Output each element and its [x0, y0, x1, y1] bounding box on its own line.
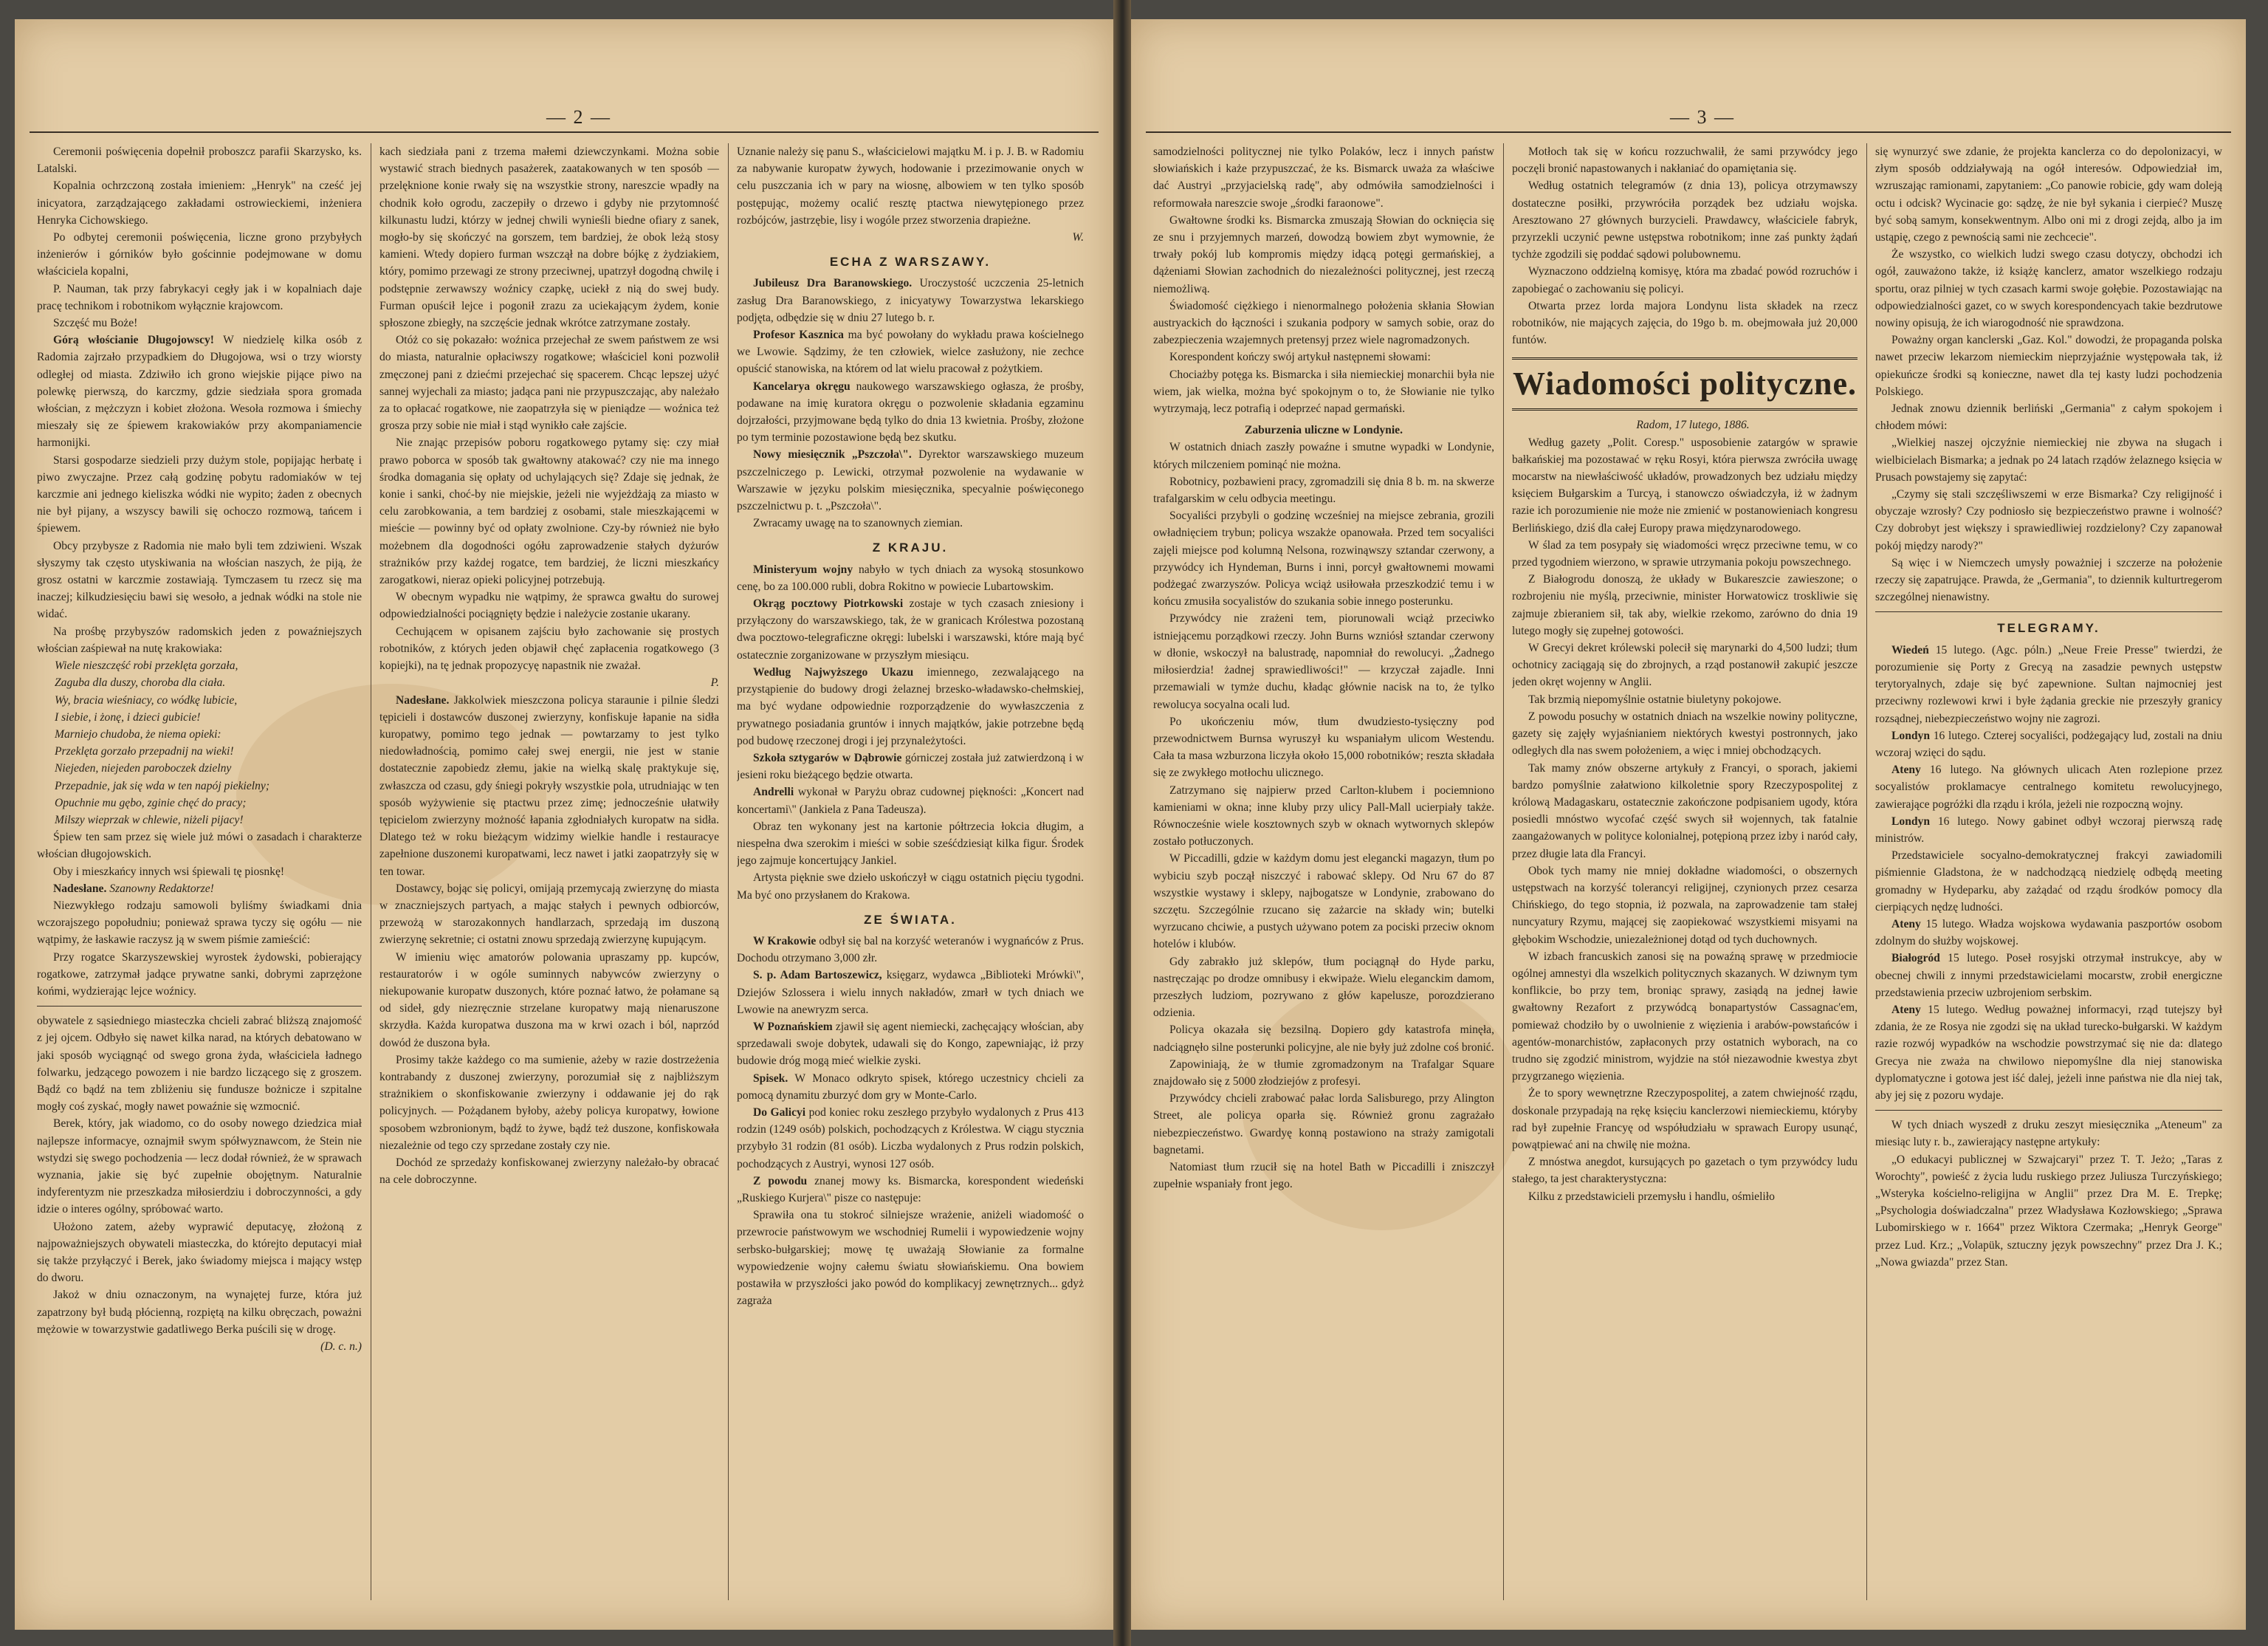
- signature: P.: [710, 676, 719, 690]
- paragraph: Prosimy także każdego co ma sumienie, ażeby w razie dostrzeżenia kontrabandy z duszonej zwierzyny, porozumiał się z najbliższym strażnikiem o skonfiskowanie zwierzyny i oddawanie jej do rąk policyjnych. — Pożądanem byłoby, ażeby policya kuropatwy, łowione sposobem wzbronionym, bądź to żywe, bądź też duszone, konfiskowała niezależnie od tego czy sprzedane zostały czy nie.: [379, 1053, 719, 1152]
- paragraph: Natomiast tłum rzucił się na hotel Bath w Piccadilli i zniszczył zupełnie wspaniały front jego.: [1153, 1160, 1494, 1191]
- paragraph: Uznanie należy się panu S., właścicielowi majątku M. i p. J. B. w Radomiu za nabywanie kuropatw żywych, hodowanie i przezimowanie onych w celu puszczania ich w pary na wiosnę, albowiem w ten tylko sposób postępując, możemy ocalić resztę ptactwa niewytępionego przez rozbójców, jastrzębie, lisy i wogóle przez stworzenia drapieżne.: [737, 145, 1084, 227]
- paragraph: Starsi gospodarze siedzieli przy dużym stole, popijając herbatę i piwo zwyczajne. Przez całą godzinę pobytu radomiaków w tej karczmie ani jednego kieliszka wódki nie wypito; żaden z obecnych nie był pijany, a wszyscy bawili się ochoczo rozmową, tańcem i śpiewem.: [37, 453, 362, 535]
- paragraph: Oby i mieszkańcy innych wsi śpiewali tę piosnkę!: [53, 865, 285, 878]
- paragraph: Wyznaczono oddzielną komisyę, która ma zbadać powód rozruchów i zapobiegać o zachowaniu się policyi.: [1512, 265, 1858, 295]
- left-col-3: [737, 143, 1084, 1600]
- paragraph: Obok tych mamy nie mniej dokładne wiadomości, o obszernych ustępstwach na korzyść tolerancyi religijnej, czynionych przez cesarza Chińskiego, do tego stopnia, iż pozwala, na zaprowadzenie tam stałej nuncyatury Rzymu, mającej się zaopiekować wszystkiemi misyami na głębokim Wschodzie, uniezależnionej dotąd od tych duchownych.: [1512, 864, 1858, 946]
- letter-lead: Nadesłane.: [53, 882, 107, 895]
- telegram-text: 15 lutego. (Agc. póln.) „Neue Freie Presse" twierdzi, że porozumienie się Porty z Grecyą na zasadzie pewnych ustępstw terytoryalnych, zdaje się być zapewnione. Sultan najmocniej jest przeciwny rozlewowi krwi i byłe żądania greckie nie przeszyły granicy rozsądnej, niebezpieczeństwo wojny nie zagrozi.: [1875, 643, 2222, 725]
- article: Ministeryum wojny nabyło w tych dniach za wysoką stosunkowo cenę, bo za 100.000 rubli, dobra Rokitno w powiecie Lubartowskim.: [737, 563, 1084, 593]
- right-col-2: [1512, 143, 1858, 1600]
- telegram-city: Ateny: [1891, 764, 1921, 777]
- paragraph: „O edukacyi publicznej w Szwajcaryi" przez T. T. Jeżo; „Taras z Worochty", powieść z życia ludu ruskiego przez Juliusza Turczyńskiego; „Wsteryka kościelno-religijna w Anglii" przez Dra M. E. Trepkę; „Psychologia doświadczalna" przez Władysława Kozłowskiego; „Sprawa Lubomirskiego w r. 1664" przez Wiktora Czermaka; „Henryk George" przez Lud. Krz.; „Volapük, sztuczny język powszechny" przez Dra J. K.; „Nowa gwiazda" przez Stan.: [1875, 1153, 2222, 1269]
- article: Do Galicyi pod koniec roku zeszłego przybyło wydalonych z Prus 413 rodzin (1249 osób) polskich, pochodzących z Królestwa. W ciągu stycznia przybyło 31 rodzin (81 osób). Liczba wydalonych z Prus rodzin polskich, pochodzących z Austryi, wynosi 127 osób.: [737, 1105, 1084, 1170]
- paragraph: Gwałtowne środki ks. Bismarcka zmuszają Słowian do ocknięcia się ze snu i przyjemnych marzeń, dowodzą bowiem zbyt wymownie, że trwały pokój lub kompromis między idącą potęgi germańskiej, a dążeniami Słowian zachodnich do niezależności politycznej, jest rzeczą niemożliwą.: [1153, 213, 1494, 295]
- article: Nowy miesięcznik „Pszczoła\". Dyrektor warszawskiego muzeum pszczelniczego p. Lewicki, otrzymał pozwolenie na wydawanie w Warszawie w języku polskim miesięcznika, specyalnie poświęconego pszczelnictwu p. t. „Pszczoła\".: [737, 448, 1084, 513]
- paragraph: W obecnym wypadku nie wątpimy, że sprawca gwałtu do surowej odpowiedzialności pociągnięty będzie i należycie zostanie ukarany.: [379, 591, 719, 621]
- paragraph: P. Nauman, tak przy fabrykacyi cegły jak i w kopalniach daje pracę technikom i robotnikom wyłącznie krajowcom.: [37, 282, 362, 312]
- page-number: — 2 —: [546, 106, 611, 128]
- verse-line: Niejeden, niejeden paroboczek dzielny: [55, 762, 232, 775]
- telegram: [1875, 847, 2222, 916]
- paragraph: Dochód ze sprzedaży konfiskowanej zwierzyny należało-by obracać na cele dobroczynne.: [379, 1156, 719, 1187]
- telegram: [1875, 727, 2222, 761]
- column-rule: [728, 143, 729, 1600]
- article-text: W niedzielę kilka osób z Radomia zajrzało przypadkiem do Długojowa, wsi o trzy wiorsty odległej od miasta. Zdziwiło ich grono wiejskie pijące piwo na polewkę pierwszą, do karczmy, gdzie siedziała spora gromada włościan, z mężczyzn i kobiet złożona. Wesoła rozmowa i śmiechy mieszały się ze śpiewem krakowiaków przy akompaniamencie harmonijki.: [37, 334, 362, 450]
- telegram-city: Wiedeń: [1891, 643, 1929, 656]
- telegram: [1875, 813, 2222, 847]
- paragraph: „Czymy się stali szczęśliwszemi w erze Bismarka? Czy religijność i obyczaje wzrosły? Czy podniosło się bezpieczeństwo prawne i wolność? Czy dobrobyt jest większy i sprawiedliwiej rozdzielony? Czy zapanował pokój między narody?": [1875, 488, 2222, 552]
- paragraph: Z Białogrodu donoszą, że układy w Bukareszcie zawieszone; o rozbrojeniu nie myślą, przeciwnie, minister Horwatowicz troskliwie się zajmuje zbieraniem sił, tak aby, wielkie rzekomo, zarówno do dnia 19 lutego mogły się zupełnej gotowości.: [1512, 573, 1858, 637]
- telegram-text: 16 lutego. Na głównych ulicach Aten rozlepione przez socyalistów proklamacye centralnego komitetu rewolucyjnego, zawierające pogróżki dla rządu i króla, jeżeli nie rozpoczną wojny.: [1875, 764, 2222, 811]
- paragraph: Śpiew ten sam przez się wiele już mówi o zasadach i charakterze włościan długojowskich.: [37, 831, 362, 861]
- article: Z powodu znanej mowy ks. Bismarcka, korespondent wiedeński „Ruskiego Kurjera\" pisze co następuje:: [737, 1174, 1084, 1204]
- verse-line: Marniejo chudoba, że niema opieki:: [55, 727, 221, 741]
- verse-line: Wy, bracia wieśniacy, co wódkę lubicie,: [55, 693, 238, 707]
- article-text: Jakkolwiek mieszczona policya staraunie i pilnie śledzi tępicieli i dostawców duszonej zwierzyny, konfiskuje łapanie na sidła kuropatwy, pomimo tego jednak — powtarzamy to jest tylko niedowładnością, pomimo całej swej energii, nie jest w stanie dostatecznie zapobiedz złemu, jakie na wielką skalę praktykuje się, zwłaszcza od czasu, gdy śniegi pokryły wszystkie pola, utrudniając w ten sposób wyżywienie się ptactwu przez zimę; jednocześnie ułatwiły tępicielom zwierzyny możność łapania zgłodniałych kuropatw na sidła. Dlatego też w roku bieżącym widzimy wielkie handle i restauracye zapełnione duszonemi kuropatwami, lecz nawet i jatki zaopatrzyły się w ten towar.: [379, 693, 719, 878]
- paragraph: Chociażby potęga ks. Bismarcka i siła niemieckiej monarchii była nie wiem, jak wielka, można być spokojnym o to, że Słowianie nie tylko wytrzymają, lecz potrafią i odeprzeć napad germański.: [1153, 368, 1494, 416]
- paragraph: Przywódcy chcieli zrabować pałac lorda Salisburego, przy Alington Street, ale policya oparła się. Również gronu zagrażało niebezpieczeństwo. Gwardyę konną postawiono na straży zamigotali bagnetami.: [1153, 1092, 1494, 1156]
- paragraph: Z mnóstwa anegdot, kursujących po gazetach o tym przywódcy ludu stałego, ta jest charakterystyczna:: [1512, 1156, 1858, 1186]
- paragraph: W izbach francuskich zanosi się na powaźną sprawę w przedmiocie ogólnej amnestyi dla wszelkich politycznych skazanych. W dziwnym tym konflikcie, bo przy tem, broniąc sprawy, zasiądą na jednej ławie gwałtowny Rezafort z przywódcą bonapartystów Cassagnac'em, pomieważ chodziło by o uwolnienie z więzienia i arabów-powstańców i agentów-monarchistów, zapłaconych przy ostatnich wyborach, na co trudno się zgodzić ministrom, wyjdzie na stół niezawodnie kwestya zbyt przygrzanego więzienia.: [1512, 950, 1858, 1083]
- right-page: [1131, 19, 2246, 1630]
- paragraph: Niezwykłego rodzaju samowoli byliśmy świadkami dnia wczorajszego popołudniu; ponieważ sprawa tyczy się ogółu — nie wątpimy, że łaskawie raczysz ją w swem piśmie zamieścić:: [37, 899, 362, 947]
- telegram-text: 15 lutego. Według poważnej informacyi, rząd tutejszy był zdania, że ze Rosya nie zgodzi się na układ turecko-bułgarski. W każdym razie rozwój wypadków na wschodzie powstrzymać się nie da: dlatego Grecya nie zważa na chwilowo niepomyślne dla niej stanowiska dyplomatyczne i gotowa jest iść dalej, jeżeli inne państwa nie dla niej tak, aby jej się z pozoru wydaje.: [1875, 1003, 2222, 1102]
- paragraph: Szczęść mu Boże!: [53, 317, 138, 330]
- article: W Poznańskiem zjawił się agent niemiecki, zachęcający włościan, aby sprzedawali swoje dobytek, udawali się do Kongo, zapewniając, iż przy budowie dróg mogą mieć wielkie zyski.: [737, 1020, 1084, 1068]
- paragraph: Artysta pięknie swe dzieło uskończył w ciągu ostatnich pięciu tygodni. Ma być ono przysłanem do Krakowa.: [737, 871, 1084, 902]
- paragraph: Nie znając przepisów poboru rogatkowego pytamy się: czy miał prawo poborca w sposób tak gwałtowny atakować? czy nie ma innego środka domagania się opłaty od uchylających się? Zdaje się jednak, że konie i sanki, choć-by nie miejskie, jeżeli nie wyjeżdżają za miasto w celu zarobkowania, a tem bardziej z osobami, stale mieszkającemi w mieście — powinny być od opłaty zwolnione. Czy-by również nie było możebnem dla dogodności ogółu zaprowadzenie stałych dyżurów strażników przy każdej rogatce, tem bardziej, że liczni mieszkańcy zarogatkowi, nieraz opieki policyjnej potrzebują.: [379, 436, 719, 587]
- paragraph: W Grecyi dekret królewski polecił się marynarki do 4,500 ludzi; tłum ochotnicy zaciągają się do zbrojnych, a rząd postanowił zakupić jeszcze jeden okręt wojenny w Anglii.: [1512, 642, 1858, 689]
- dateline: Radom, 17 lutego, 1886.: [1636, 419, 1750, 432]
- telegram-text: 15 lutego. Poseł rosyjski otrzymał instrukcye, aby w obecnej chwili z innymi przedstawicielami mocarstw, zrobił energiczne przedstawienia przeciw uzbrojeniom serbskim.: [1875, 952, 2222, 999]
- paragraph: Z powodu posuchy w ostatnich dniach na wszelkie nowiny polityczne, gazety się zajęły wyjaśnianiem niektórych kwestyi postronnych, jako odległych dla nas swem położeniem, a więc i mniej obchodzących.: [1512, 710, 1858, 758]
- telegram-text: 16 lutego. Czterej socyaliści, podżegający lud, zostali na dniu wczoraj wzięci do sądu.: [1875, 729, 2222, 759]
- paragraph: Zwracamy uwagę na to szanownych ziemian.: [753, 517, 963, 530]
- article: Kancelarya okręgu naukowego warszawskiego ogłasza, że prośby, podawane na imię kuratora okręgu o pozwolenie składania egzaminu dojrzałości, przyjmowane będą tylko do dnia 13 kwietnia. Prośby, złożone po tym terminie pozostawione będą bez skutku.: [737, 380, 1084, 445]
- section-title: Z KRAJU.: [872, 541, 949, 555]
- section-divider: [1875, 1110, 2222, 1111]
- article-lead: Nadesłane.: [396, 693, 450, 707]
- paragraph: Cechującem w opisanem zajściu było zachowanie się prostych robotników, z których jeden objawił chęć zapłacenia rogatkowego (3 kopiejki), na tę jednak propozycyę napastnik nie zważał.: [379, 625, 719, 673]
- paragraph: W Piccadilli, gdzie w każdym domu jest elegancki magazyn, tłum po wybiciu szyb począł niszczyć i rabować sklepy. Od Nru 67 do 87 wszystkie wystawy i sklepy, najbogatsze w Londynie, zrabowano do szczętu. Szczególnie rzucano się zażarcie na składy win; butelki wyrzucano chciwie, a pustych używano potem za pociski przeciw oknom hotelów i klubów.: [1153, 852, 1494, 951]
- paragraph: Sprawiła ona tu stokroć silniejsze wrażenie, aniżeli wiadomość o przewrocie państwowym we wschodniej Rumelii i wypowiedzenie wojny serbsko-bułgarskiej; mowę tę uważają Słowianie za formalne wypowiedzenie wojny całemu światu słowiańskiemu. Ona bowiem postawiła w przyszłości jako powód do komplikacyj zewnętrznych... gdyż zagraża: [737, 1209, 1084, 1308]
- article-lead: Zaburzenia uliczne w Londynie.: [1244, 424, 1403, 437]
- section-divider: [1875, 611, 2222, 612]
- paragraph: Świadomość ciężkiego i nienormalnego położenia skłania Słowian austryackich do łączności i szukania podpory w samych sobie, oraz do zabezpieczenia wzajemnych pretensyj przez wiele nagromadzonych.: [1153, 299, 1494, 347]
- article: Szkoła sztygarów w Dąbrowie górniczej została już zatwierdzoną i w jesieni roku bieżącego będzie otwarta.: [737, 751, 1084, 782]
- paragraph: Że to spory wewnętrzne Rzeczypospolitej, a zatem chwiejność rządu, doskonale przypadają na rękę księciu kanclerzowi niemieckiemu, któryby rad był zupełnie Francyę od współudziału w sprawach Europy usunąć, powątpiewać ani na chwilę nie można.: [1512, 1087, 1858, 1151]
- paragraph: Ułożono zatem, ażeby wyprawić deputacyę, złożoną z najpoważniejszych obywateli miasteczka, do którejto deputacyi miał się także przyłączyć i Berek, jako świadomy miejsca i mający wstęp do dworu.: [37, 1220, 362, 1285]
- paragraph: Według gazety „Polit. Coresp." usposobienie zatargów w sprawie bałkańskiej ma pozostawać w ręku Rosyi, która pierwsza zwróciła uwagę mocarstw na niewłaściwość układów, prowadzonych bez udziału między księciem Bułgarskim a Turcyą, i stanowczo oświadczyła, iż w żadnym razie ich porozumienie nie może nie zmienić w postanowieniach kongresu Berlińskiego, dziś dla całej Europy prawa międzynarodowego.: [1512, 436, 1858, 535]
- header-rule: [1146, 131, 2231, 133]
- paragraph: Na prośbę przybyszów radomskich jeden z powaźniejszych włościan zaśpiewał na nutę krakowiaka:: [37, 625, 362, 655]
- section-title: ZE ŚWIATA.: [864, 912, 957, 927]
- column-rule: [1866, 143, 1867, 1600]
- paragraph: Dostawcy, bojąc się policyi, omijają przemycają zwierzynę do miasta w znaczniejszych partyach, a mając stałych i pewnych odbiorców, przewożą w starozakonnych handlarzach, sprzedają im duszoną zwierzynę sekretnie; ci ostatni znowu sprzedają zwierzynę kupującym.: [379, 882, 719, 947]
- paragraph: W imieniu więc amatorów polowania upraszamy pp. kupców, restauratorów i w ogóle suminnych nabywców zwierzyny o niekupowanie kuropatw duszonych, które poznać łatwo, że połamane są od sideł, gdy niezręcznie strzelane kuropatwy mają nienaruszone skrzydła. Każda kuropatwa duszona ma w krwi ozach i ból, naprzód dowód że duszona była.: [379, 950, 719, 1049]
- right-col-3: [1875, 143, 2222, 1600]
- paragraph: Że wszystko, co wielkich ludzi swego czasu dotyczy, obchodzi ich ogół, zauważono także, iż książę kanclerz, amator wszelkiego rodzaju sportu, oraz pilniej w tych czasach karmi swoje gołębie. Pozostawiając na odpowiedzialności gazet, co w swych korespondencyach takie bezdrutowe nowiny opisują, że ich wiarogodność nie sprawdzona.: [1875, 248, 2222, 330]
- paragraph: Kopalnia ochrzczoną została imieniem: „Henryk" na cześć jej inicyatora, zarządzającego zakładami ostrowieckiemi, inżeniera Henryka Cichowskiego.: [37, 179, 362, 227]
- telegram-city: Białogród: [1891, 952, 1940, 965]
- article: Według Najwyższego Ukazu imiennego, zezwalającego na przystąpienie do budowy drogi żelaznej brzesko-władawsko-chełmskiej, ma być wydane odpowiednie rozporządzenie do wywłaszczenia z prywatnego posiadania gruntów i innych majątków, jakie potrzebne będą pod budowę rzeczonej drogi i jej przynależytości.: [737, 665, 1084, 747]
- telegram: [1875, 950, 2222, 1001]
- paragraph: Motłoch tak się w końcu rozzuchwalił, że sami przywódcy jego poczęli bronić napastowanych i nakłaniać do opamiętania się.: [1512, 145, 1858, 176]
- paragraph: W tych dniach wyszedł z druku zeszyt miesięcznika „Ateneum" za miesiąc luty r. b., zawierający następne artykuły:: [1875, 1119, 2222, 1149]
- telegram: [1875, 761, 2222, 813]
- column-rule: [1503, 143, 1504, 1600]
- paragraph: Obcy przybysze z Radomia nie mało byli tem zdziwieni. Wszak słyszymy tak często utyskiwania na włościan naszych, że piją, że grosz ostatni w karczmie zostawiają. Tymczasem tu rzecz się ma inaczej; kilkudziesięciu bawi się wesoło, a jednak wódki na stole nie widać.: [37, 539, 362, 621]
- paragraph: Berek, który, jak wiadomo, co do osoby nowego dziedzica miał najlepsze informacye, oznajmił swym spółwyznawcom, że Stein nie wstydzi się swego pochodzenia — lecz dodał również, że w sprawach wyznania, jakie się być zupełnie obojętnym. Naturalnie indyferentyzm nie przeszkadza miłosierdziu i dobroczynności, a gdy idzie o interes ogólny, spróbować warto.: [37, 1117, 362, 1216]
- telegram-city: Ateny: [1891, 917, 1921, 930]
- paragraph: samodzielności politycznej nie tylko Polaków, lecz i innych państw słowiańskich i każe przypuszczać, że ks. Bismarck uważa za właściwe dać Austryi „przyjacielską radę", aby odmówiła samodzielności i reformowała nareszcie swoje „środki faraonowe".: [1153, 145, 1494, 210]
- paragraph: Gdy zabrakło już sklepów, tłum pociągnął do Hyde parku, nastręczając po drodze omnibusy i ekwipaże. Wielu eleganckim damom, przeszłych ludziom, pozrywano z głów kapelusze, porozdzierano odzienia.: [1153, 955, 1494, 1020]
- article: Andrelli wykonał w Paryżu obraz cudownej piękności: „Koncert nad koncertami\" (Jankiela z Pana Tadeusza).: [737, 786, 1084, 816]
- telegram-text: 15 lutego. Władza wojskowa wydawania paszportów osobom zdolnym do służby wojskowej.: [1875, 917, 2222, 948]
- letter-salutation: Szanowny Redaktorze!: [109, 882, 214, 895]
- feuilleton-divider: [37, 1006, 362, 1007]
- article: Profesor Kasznica ma być powołany do wykładu prawa kościelnego we Lwowie. Sądzimy, że ten człowiek, wielce zasłużony, nie zechce opuścić stanowiska, na którem od lat wielu pracował z pożytkiem.: [737, 329, 1084, 376]
- article: [379, 692, 719, 880]
- left-col-2: [379, 143, 719, 1600]
- letter: [37, 880, 362, 897]
- paragraph: „Wielkiej naszej ojczyźnie niemieckiej nie zbywa na sługach i wielbicielach Bismarka; a jednak po 24 latach rządów żelaznego księcia w Prusach powstajemy się zapytać:: [1875, 436, 2222, 484]
- verse-line: I siebie, i żonę, i dzieci gubicie!: [55, 710, 201, 724]
- article: S. p. Adam Bartoszewicz, księgarz, wydawca „Biblioteki Mrówki\", Dziejów Szlossera i wielu innych nakładów, zmarł w tych dniach we Lwowie na anewryzm serca.: [737, 969, 1084, 1016]
- paragraph: Przywódcy nie zrażeni tem, piorunowali wciąż przeciwko istniejącemu porządkowi rzeczy. John Burns wzniósł sztandar czerwony w dłonie, wskoczył na balustradę, napomniał do rewolucyi. „Żadnego miłosierdzia! żadnej sprawiedliwości!" — krzyczał zajadle. Inni przemawiali w tymże duchu, kładąc głównie nacisk na to, że tylko rewolucya socyalna ocali lud.: [1153, 612, 1494, 711]
- paragraph: Tak mamy znów obszerne artykuły z Francyi, o sporach, jakiemi bardzo pomyślnie załatwiono kilkoletnie spory Rzeczypospolitej z królową Madagaskaru, ostatecznie zakończone podpisaniem ugody, która posiedli mnóstwo wycofać część swych sił wojennych, tak fatalnie zaangażowanych w polityce kolonialnej, potępioną przez izby i naród cały, przez długie lata dla Francyi.: [1512, 761, 1858, 860]
- paragraph: Poważny organ kanclerski „Gaz. Kol." dowodzi, że propaganda polska nawet przeciw lekarzom niemieckim nieprzyjaźnie występowała tak, iż opiekuńcze środki są konieczne, nawet dla tej kasty ludzi pochodzenia Polskiego.: [1875, 334, 2222, 398]
- paragraph: obywatele z sąsiedniego miasteczka chcieli zabrać bliższą znajomość z jej ojcem. Odbyło się nawet kilka narad, na których debatowano w jaki sposób wyciągnąć od swego grona żyda, właściciela ładnego folwarku, jedzącego powozem i nie bardzo liczącego się z groszem. Bądź co bądź na tem zbliżeniu się fundusze bożnicze i szpitalne mogły coś zyskać, mogły nawet powaźnie się wzmocnić.: [37, 1015, 362, 1114]
- paragraph: Zapowiniają, że w tłumie zgromadzonym na Trafalgar Square znajdowało się z 5000 złodziejów z profesyi.: [1153, 1057, 1494, 1088]
- section-banner: Wiadomości polityczne.: [1512, 357, 1858, 411]
- paragraph: Ceremonii poświęcenia dopełnił proboszcz parafii Skarzysko, ks. Latalski.: [37, 145, 362, 176]
- paragraph: Otwarta przez lorda majora Londynu lista składek na rzecz robotników, nie mających zajęcia, do 19go b. m. obejmowała już 20,000 funtów.: [1512, 299, 1858, 347]
- paragraph: Przy rogatce Skarzyszewskiej wyrostek żydowski, pobierający rogatkowe, zatrzymał jadące prywatne sanki, dobrymi zaprzężone końmi, wydzierając lejce woźnicy.: [37, 950, 362, 998]
- binding-gutter: [1113, 0, 1131, 1646]
- paragraph: Są więc i w Niemczech umysły poważniej i szczerze na położenie rzeczy się zapatrujące. Prawda, że „Germania", to dziennik kulturtregerom szczególnej nienawistny.: [1875, 556, 2222, 604]
- telegrams-title: TELEGRAMY.: [1997, 621, 2100, 636]
- continuation-note: (D. c. n.): [320, 1340, 362, 1354]
- right-col-1: [1153, 143, 1494, 1600]
- paragraph: Policya okazała się bezsilną. Dopiero gdy katastrofa minęła, nadciągnęło silne posterunki policyjne, ale nie były już zdolne coś bronić.: [1153, 1023, 1494, 1054]
- verse-line: Opuchnie mu gębo, zginie chęć do pracy;: [55, 796, 247, 809]
- paragraph: Jednak znowu dziennik berliński „Germania" z całym spokojem i chłodem mówi:: [1875, 402, 2222, 433]
- article: Jubileusz Dra Baranowskiego. Uroczystość uczczenia 25-letnich zasług Dra Baranowskiego, z inicyatywy Towarzystwa lekarskiego podjęta, odbędzie się w dniu 27 lutego b. r.: [737, 277, 1084, 324]
- telegram-city: Ateny: [1891, 1003, 1921, 1016]
- article: W Krakowie odbył się bal na korzyść weteranów i wygnańców z Prus. Dochodu otrzymano 3,000 złr.: [737, 934, 1084, 965]
- verse-line: Wiele nieszczęść robi przeklęta gorzała,: [55, 659, 238, 673]
- left-col-1: [37, 143, 362, 1600]
- left-page: [15, 19, 1113, 1630]
- telegram-text: Przedstawiciele socyalno-demokratycznej frakcyi zawiadomili piśmiennie Gladstona, że w nadchodzącą niedzielę odbędą meeting gromadny w Hydeparku, aby zażądać od rządu środków pomocy dla cierpiących nędzę ludności.: [1875, 849, 2222, 913]
- telegram: [1875, 642, 2222, 727]
- paragraph: W ostatnich dniach zaszły powaźne i smutne wypadki w Londynie, których milczeniem pominąć nie można.: [1153, 441, 1494, 471]
- paragraph: Według ostatnich telegramów (z dnia 13), policya otrzymawszy dostateczne posiłki, przywróciła porządek bez udziału wojska. Aresztowano 27 głównych burzycieli. Prawdawcy, właściciele fabryk, przyrzekli uczynić pewne ustępstwa robotnikom; inne zaś punkty żądań tychże zgodzili się poddać sądowi polubownemu.: [1512, 179, 1858, 261]
- verse-line: Milszy wieprzak w chlewie, niżeli pijacy!: [55, 813, 244, 826]
- signature: W.: [1072, 231, 1084, 244]
- article: Okrąg pocztowy Piotrkowski zostaje w tych czasach zniesiony i przyłączony do warszawskiego, tak, że w granicach Królestwa pozostaną dwa pocztowo-telegraficzne okręgi: lubelski i warszawski, które mają być ostatecznie zorganizowane w przyszłym miesiącu.: [737, 597, 1084, 662]
- article-lead: Górą włościanie Długojowscy!: [53, 334, 214, 347]
- verse-line: Przepadnie, jak się wda w ten napój piekielny;: [55, 779, 270, 792]
- telegram-text: 16 lutego. Nowy gabinet odbył wczoraj pierwszą radę ministrów.: [1875, 815, 2222, 845]
- paragraph: Robotnicy, pozbawieni pracy, zgromadzili się dnia 8 b. m. na skwerze trafalgarskim w celu odbycia meetingu.: [1153, 475, 1494, 506]
- paragraph: W ślad za tem posypały się wiadomości wręcz przeciwne temu, w co przed tygodniem wierzono, w sprawie utrzymania pokoju powszechnego.: [1512, 538, 1858, 569]
- paragraph: Socyaliści przybyli o godzinę wcześniej na miejsce zebrania, grozili owładnięciem trybun; policya wszakże opanowała. Przed tem socyaliści zajęli miejsce pod kolumną Nelsona, rozwinąwszy sztandar czerwony, a przywódcy ich Hyndeman, Burns i inni, porcył gwałtownemi mowami podżegać zwarzyszów. Policya wciąż usiłowała przeszkodzić temu i w końcu zmusiła socyalistów do szukania sobie innego posterunku.: [1153, 510, 1494, 608]
- telegram: [1875, 1001, 2222, 1104]
- verse-line: Przeklęta gorzało przepadnij na wieki!: [55, 745, 234, 758]
- article: Spisek. W Monaco odkryto spisek, którego uczestnicy chcieli za pomocą dynamitu zburzyć dom gry w Monte-Carlo.: [737, 1071, 1084, 1102]
- paragraph: Po odbytej ceremonii poświęcenia, liczne grono przybyłych inżenierów i górników było gościnnie podejmowane w domu właściciela kopalni,: [37, 231, 362, 278]
- paragraph: kach siedziała pani z trzema małemi dziewczynkami. Można sobie wystawić strach biednych pasażerek, zaatakowanych w ten sposób — przelęknione konie rwały się na wszystkie strony, nareszcie wpadły na chodnik koło ogrodu, zaczepiły o drzewo i gdyby nie przytomność kilkunastu ludzi, którzy w jednej chwili wynieśli biedne ofiary z sanek, mogło-by się skończyć na gorszem, tem bardziej, że obok leżą stosy kamieni. Wtedy dopiero furman wszczął na dobre bójkę z żydziakiem, który, pomimo przewagi ze strony przeciwnej, upatrzył dogodną chwilę i podstępnie zerwawszy woźnicy czapkę, uciekł z nią do swej budy. Furman opuścił lejce i pogonił zrazu za uciekającym żydem, konie spłoszone zbiegły, na szczęście jednak wkrótce zatrzymane zostały.: [379, 145, 719, 330]
- paragraph: Korespondent kończy swój artykuł następnemi słowami:: [1169, 351, 1431, 364]
- paragraph: Obraz ten wykonany jest na kartonie półtrzecia łokcia długim, a niespełna dwa szerokim i mieści w sobie sześćdziesiąt kilka figur. Środek jego zajmuje koncertujący Jankiel.: [737, 820, 1084, 868]
- telegram-city: Londyn: [1891, 815, 1931, 828]
- telegram: [1875, 916, 2222, 950]
- section-title: ECHA Z WARSZAWY.: [829, 255, 992, 270]
- paragraph: Kilku z przedstawicieli przemysłu i handlu, ośmieliło: [1528, 1190, 1775, 1203]
- paragraph: Otóż co się pokazało: woźnica przejechał ze swem państwem ze wsi do miasta, naturalnie opłaciwszy rogatkowe; właściciel koni pozwolił zmęczonej pani z dziećmi przejechać się spacerem. Chcąc lepszej użyć sannej wyjechali za miasto; jadąca pani nie przypuszczając, aby należało za to opłacać rogatkowe, nie zaopatrzyła się w pieniądze — woźnica też grosza przy sobie nie miał i stąd wynikło całe zajście.: [379, 334, 719, 433]
- paragraph: Tak brzmią niepomyślnie ostatnie biuletyny pokojowe.: [1528, 693, 1781, 706]
- paragraph: Jakoż w dniu oznaczonym, na wynajętej furze, która już zapatrzony był budą płócienną, rozpiętą na kilku obręczach, poważni mężowie w towarzystwie gadatliwego Berka puścili się w drogę.: [37, 1289, 362, 1336]
- paragraph: Zatrzymano się najpierw przed Carlton-klubem i pociemniono kamieniami w okna; inne kluby przy ulicy Pall-Mall ucierpiały także. Równocześnie wiele kosztownych szyb w oknach wytwornych sklepów zostało potłuczonych.: [1153, 783, 1494, 848]
- article: [37, 332, 362, 451]
- telegram-city: Londyn: [1891, 729, 1931, 742]
- paragraph: Po ukończeniu mów, tłum dwudziesto-tysięczny pod przewodnictwem Burnsa wyruszył ku wspaniałym ulicom Westendu. Cała ta masa wzburzona liczyła około 15,000 robotników; reszta składała się ze zwykłego motłochu ulicznego.: [1153, 715, 1494, 780]
- paragraph: się wynurzyć swe zdanie, że projekta kanclerza co do depolonizacyi, w złym sposób oddziaływają na ogół interesów. Odpowiedział im, wzruszając ramionami, zapytaniem: „Co panowie robicie, gdy wam doleją octu i odcisk? Wycinacie go: sądzę, że nie był sykania i cierpieć? Muszę być sobą samym, konsekwentnym. Albo oni mi z drogi zejdą, albo ja im ustąpię, czego z pewnością sami nie zechcecie".: [1875, 145, 2222, 244]
- verse-line: Zaguba dla duszy, choroba dla ciała.: [55, 676, 226, 690]
- header-rule: [30, 131, 1099, 133]
- page-number: — 3 —: [1670, 106, 1735, 128]
